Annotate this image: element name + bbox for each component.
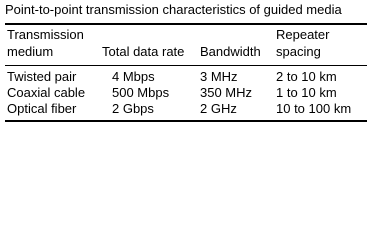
bottom-rule (5, 120, 367, 122)
row-medium: Optical fiber (7, 101, 77, 116)
row-rate: 2 Gbps (112, 101, 154, 116)
header-spacing-line1: Repeater (276, 27, 330, 42)
row-rate: 500 Mbps (112, 85, 170, 100)
top-rule (5, 23, 367, 25)
header-bandwidth: Bandwidth (200, 44, 261, 59)
row-medium: Twisted pair (7, 69, 77, 84)
header-medium-line2: medium (7, 44, 54, 59)
table-caption: Point-to-point transmission characteristics of guided media (5, 2, 342, 17)
row-medium: Coaxial cable (7, 85, 86, 100)
row-spacing: 10 to 100 km (276, 101, 352, 116)
header-spacing-line2: spacing (276, 44, 321, 59)
row-spacing: 2 to 10 km (276, 69, 337, 84)
row-spacing: 1 to 10 km (276, 85, 337, 100)
header-medium-line1: Transmission (7, 27, 84, 42)
row-bandwidth: 2 GHz (200, 101, 237, 116)
header-rate: Total data rate (102, 44, 185, 59)
row-bandwidth: 3 MHz (200, 69, 238, 84)
row-rate: 4 Mbps (112, 69, 155, 84)
header-rule (5, 65, 367, 66)
row-bandwidth: 350 MHz (200, 85, 253, 100)
